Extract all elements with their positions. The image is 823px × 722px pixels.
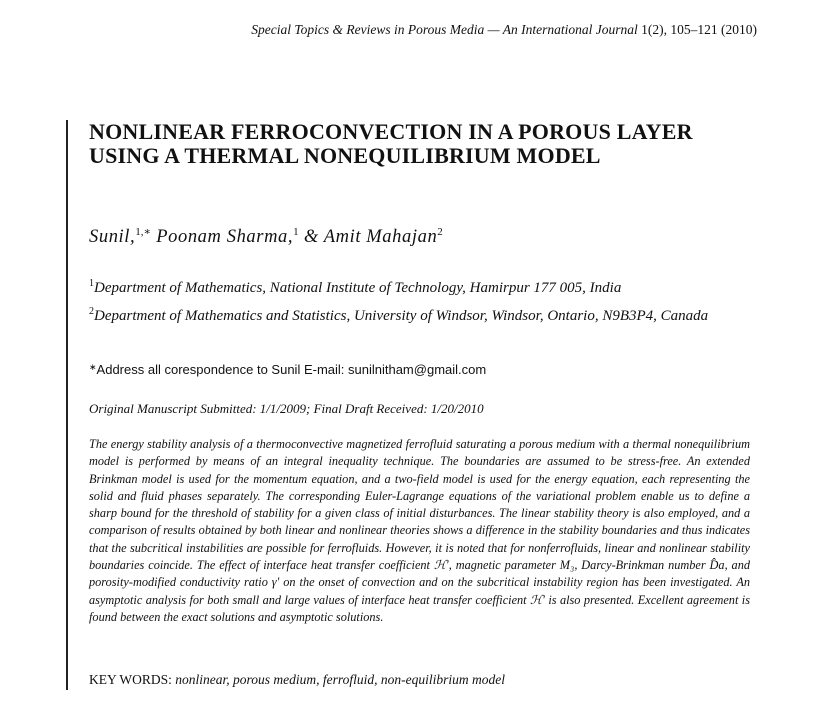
- manuscript-dates: Original Manuscript Submitted: 1/1/2009; Final Draft Received: 1/20/2010: [89, 401, 484, 416]
- author-name: Sunil,: [89, 227, 136, 247]
- author-name: & Amit Mahajan: [303, 227, 438, 247]
- correspondence-note: [89, 362, 486, 377]
- author-affiliation-mark: 1: [293, 226, 299, 238]
- correspondence-text: Address all corespondence to Sunil E-mail: sunilnitham@gmail.com: [96, 362, 487, 377]
- left-margin-rule: [66, 120, 68, 690]
- author-affiliation-mark: 2: [437, 226, 443, 238]
- author-affiliation-mark: 1,∗: [135, 226, 151, 238]
- keywords: [89, 672, 505, 688]
- affiliation-2: [89, 302, 749, 326]
- affiliation-mark: 2: [89, 306, 94, 317]
- keywords-label: KEY WORDS:: [89, 672, 172, 687]
- paper-title: NONLINEAR FERROCONVECTION IN A POROUS LAYER USING A THERMAL NONEQUILIBRIUM MODEL: [89, 119, 693, 168]
- journal-name: Special Topics & Reviews in Porous Media — An International Journal: [251, 22, 638, 37]
- affiliation-text: Department of Mathematics, National Institute of Technology, Hamirpur 177 005, India: [94, 280, 622, 296]
- abstract: The energy stability analysis of a thermoconvective magnetized ferrofluid saturating a porous medium with a thermal nonequilibrium model is performed by means of an integral inequality technique. The boundaries are assumed to be stress-free. An extended Brinkman model is used for the momentum equation, and a two-field model is used for the energy equation, each representing the solid and fluid phases separately. The corresponding Euler-Lagrange equations of the variational problem enable us to define a sharp bound for the threshold of stability for a given class of initial disturbances. The linear stability theory is also employed, and a comparison of results obtained by both linear and nonlinear theories shows a difference in the stability boundaries and thus indicates that the subcritical instabilities are possible for ferrofluids. However, it is noted that for nonferrofluids, linear and nonlinear stability boundaries coincide. The effect of interface heat transfer coefficient ℋ′, magnetic parameter M₃, Darcy-Brinkman number D̂a, and porosity-modified conductivity ratio γ′ on the onset of convection and on the subcritical instability region has been investigated. An asymptotic analysis for both small and large values of interface heat transfer coefficient ℋ′ is also presented. Excellent agreement is found between the exact solutions and asymptotic solutions.: [89, 437, 750, 624]
- author-name: Poonam Sharma,: [156, 227, 294, 247]
- journal-citation: 1(2), 105–121 (2010): [641, 22, 757, 37]
- journal-header: [251, 22, 757, 38]
- correspondence-mark: ∗: [89, 362, 97, 372]
- author-list: [89, 225, 443, 248]
- affiliation-mark: 1: [89, 278, 94, 289]
- affiliation-text: Department of Mathematics and Statistics, University of Windsor, Windsor, Ontario, N9B3P4, Canada: [94, 308, 709, 324]
- keywords-list: nonlinear, porous medium, ferrofluid, non-equilibrium model: [175, 672, 506, 687]
- affiliation-1: [89, 274, 749, 298]
